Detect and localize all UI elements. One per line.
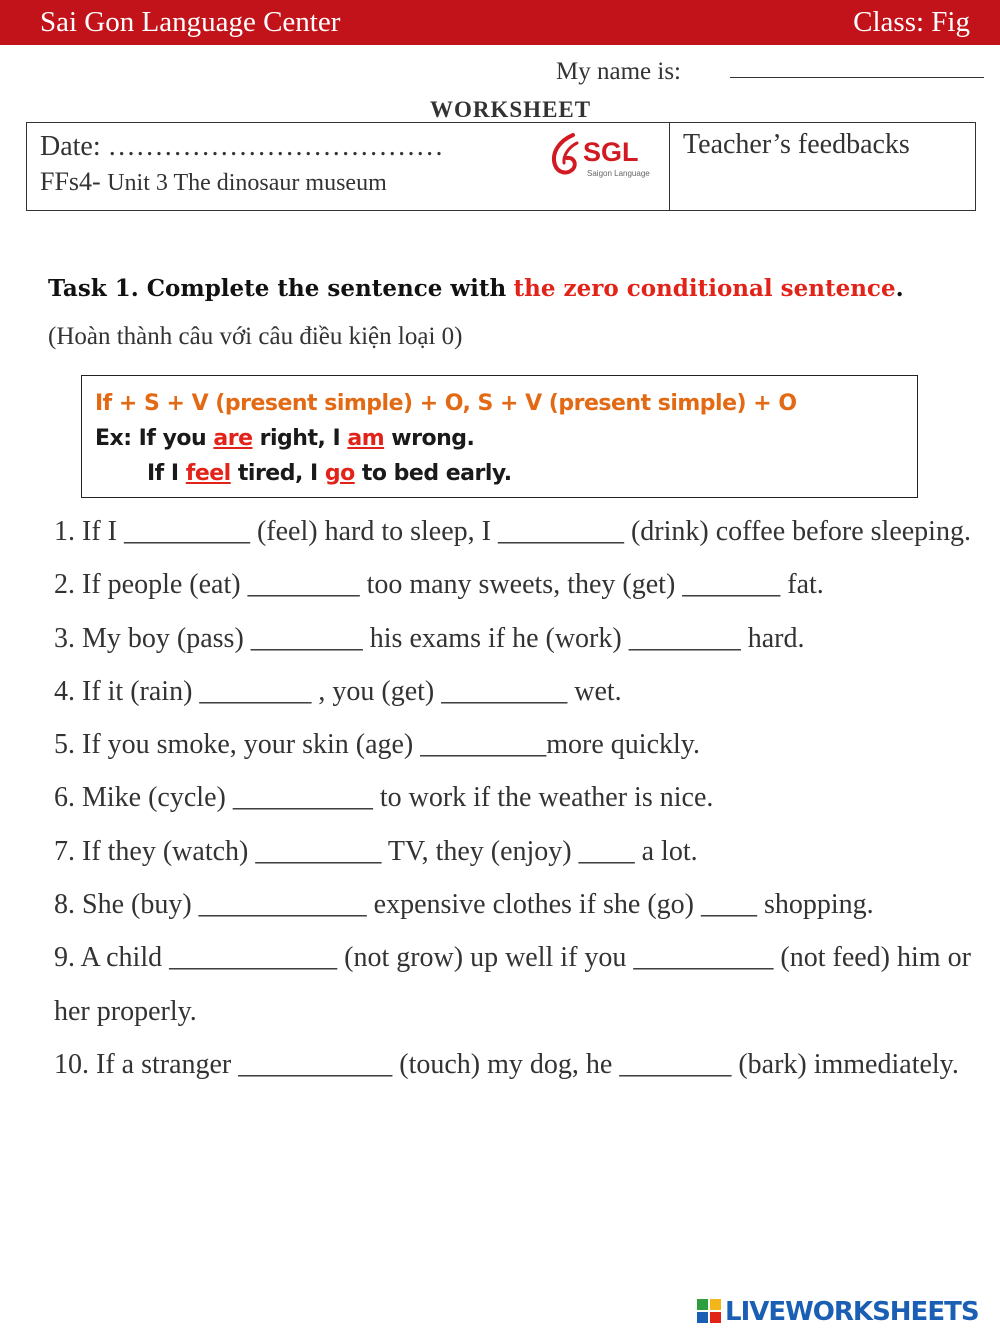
task-highlight: the zero conditional sentence — [513, 275, 896, 302]
sgl-swirl-icon — [547, 131, 583, 183]
unit-label — [40, 167, 387, 197]
exercise-item[interactable]: 10. If a stranger ___________ (touch) my dog, he ________ (bark) immediately. — [54, 1048, 959, 1080]
ex1-text-a: Ex: If you — [95, 426, 214, 451]
date-field: Date: ……………………………… — [40, 131, 444, 162]
ex1-text-c: right, I — [252, 426, 348, 451]
formula-box — [81, 375, 918, 498]
header-info-box — [26, 122, 976, 211]
logo-subtext: Saigon Language — [587, 169, 650, 178]
unit-title: Unit 3 The dinosaur museum — [107, 170, 387, 196]
exercise-item[interactable]: 1. If I _________ (feel) hard to sleep, I _________ (drink) coffee before sleeping. — [54, 516, 971, 547]
example-line-2 — [95, 456, 917, 491]
worksheet-title: WORKSHEET — [430, 97, 592, 122]
logo-text: SGL — [583, 137, 639, 167]
unit-prefix: FFs4- — [40, 167, 101, 196]
task-vietnamese: (Hoàn thành câu với câu điều kiện loại 0) — [48, 323, 463, 350]
exercise-item[interactable]: 4. If it (rain) ________ , you (get) _________ wet. — [54, 675, 622, 707]
ex2-text-e: to bed early. — [354, 461, 512, 486]
teacher-feedback-label: Teacher’s feedbacks — [683, 129, 910, 160]
name-input-line[interactable] — [730, 77, 984, 78]
exercise-item[interactable]: 5. If you smoke, your skin (age) _________more quickly. — [54, 729, 700, 761]
task-label: Task 1. Complete the sentence with — [48, 275, 507, 302]
header-banner — [0, 0, 1000, 45]
ex1-text-e: wrong. — [384, 426, 475, 451]
task-period: . — [895, 275, 904, 302]
ex1-verb-1: are — [213, 426, 253, 451]
exercise-item[interactable]: 8. She (buy) ____________ expensive clothes if she (go) ____ shopping. — [54, 889, 874, 921]
exercise-item[interactable]: 3. My boy (pass) ________ his exams if he (work) ________ hard. — [54, 622, 805, 654]
ex2-verb-2: go — [324, 461, 355, 486]
exercise-item[interactable]: 2. If people (eat) ________ too many sweets, they (get) _______ fat. — [54, 569, 824, 601]
liveworksheets-brand: LIVEWORKSHEETS — [725, 1297, 979, 1327]
exercise-list — [54, 505, 984, 1091]
name-label: My name is: — [556, 58, 681, 85]
header-divider — [669, 123, 670, 210]
task-instruction — [48, 265, 948, 361]
exercise-item[interactable]: 6. Mike (cycle) __________ to work if the weather is nice. — [54, 782, 714, 814]
liveworksheets-logo-icon — [697, 1299, 723, 1325]
example-line-1 — [95, 421, 917, 456]
ex1-verb-2: am — [347, 426, 385, 451]
liveworksheets-footer[interactable] — [697, 1295, 997, 1329]
sgl-logo — [547, 131, 657, 183]
exercise-item[interactable]: 7. If they (watch) _________ TV, they (enjoy) ____ a lot. — [54, 835, 698, 867]
exercise-item[interactable]: 9. A child ____________ (not grow) up well if you __________ (not feed) him or her properly. — [54, 942, 971, 1027]
class-label: Class: Fig — [853, 6, 970, 38]
ex2-verb-1: feel — [185, 461, 231, 486]
ex2-text-a: If I — [147, 461, 186, 486]
center-name: Sai Gon Language Center — [40, 6, 341, 38]
formula-line: If + S + V (present simple) + O, S + V (present simple) + O — [95, 391, 797, 416]
ex2-text-c: tired, I — [230, 461, 325, 486]
